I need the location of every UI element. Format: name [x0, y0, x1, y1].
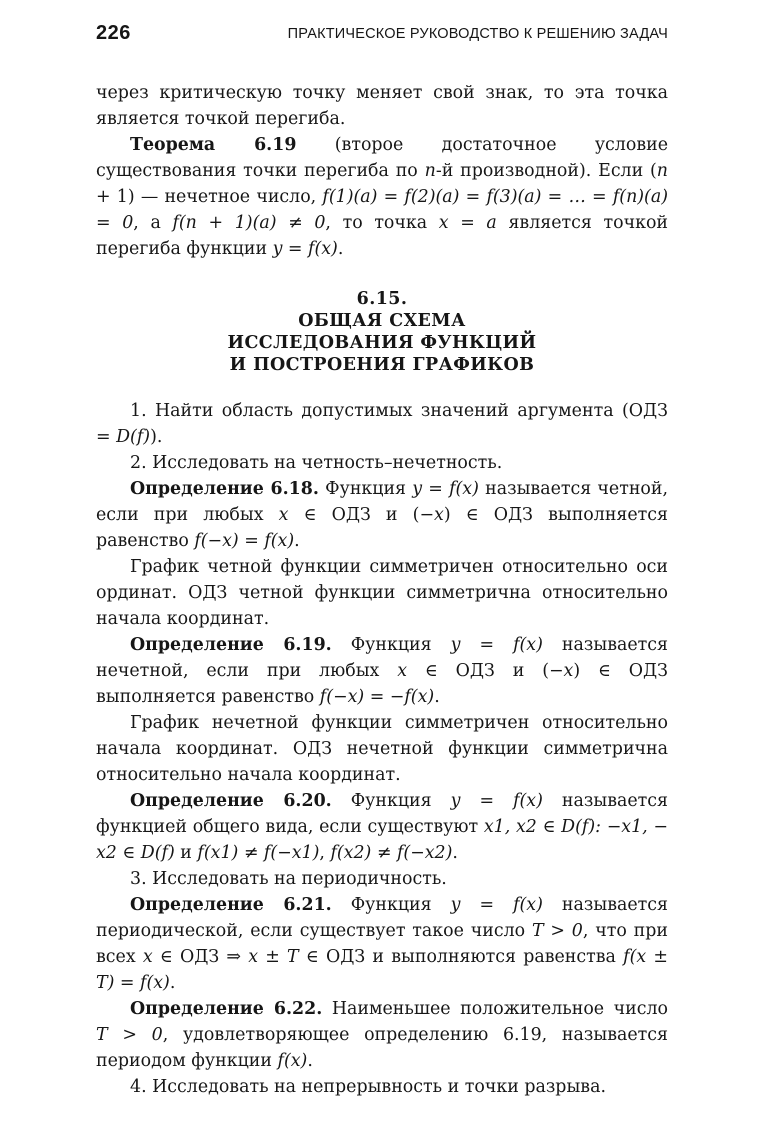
even-function-note: График четной функции симметричен относительно оси ординат. ОДЗ четной функции симметрична относительно начала координат.	[96, 557, 668, 629]
definition-text: и	[174, 843, 198, 863]
definition-text: .	[294, 531, 300, 551]
definition-text: .	[307, 1051, 313, 1071]
theorem-text: .	[337, 239, 344, 259]
math-n: n	[656, 161, 668, 181]
definition-text: ) ∈ ОДЗ выполняется равенство	[96, 661, 668, 707]
math-condition-2: f(x2) ≠ f(−x2)	[330, 843, 453, 863]
math-y-eq-fx: y = f(x)	[450, 635, 543, 655]
definition-6-22	[96, 996, 668, 1074]
intro-paragraph: через критическую точку меняет свой знак, то эта точка является точкой перегиба.	[96, 83, 668, 129]
definition-6-19	[96, 632, 668, 710]
section-number: 6.15.	[356, 289, 408, 309]
math-y-eq-fx: y = f(x)	[412, 479, 479, 499]
page-number: 226	[96, 22, 131, 44]
definition-text: , удовлетворяющее определению 6.19, называется периодом функции	[96, 1025, 668, 1071]
section-title-line-1: ОБЩАЯ СХЕМА	[298, 311, 466, 331]
definition-label: Определение 6.22.	[130, 999, 323, 1019]
math-y-eq-fx: y = f(x)	[450, 895, 543, 915]
definition-text: Функция	[331, 635, 451, 655]
math-y-eq-fx: y = f(x)	[450, 791, 543, 811]
math-x: x	[142, 947, 153, 967]
math-t-positive: T > 0	[531, 921, 583, 941]
definition-text: Наименьшее положительное число	[322, 999, 668, 1019]
definition-text: называется периодической, если существует такое число	[96, 895, 668, 941]
page-header	[96, 22, 668, 52]
definition-text: .	[452, 843, 458, 863]
step-text: ).	[150, 427, 163, 447]
definition-label: Определение 6.19.	[130, 635, 332, 655]
definition-label: Определение 6.18.	[130, 479, 319, 499]
theorem-text: является точкой перегиба функции	[96, 213, 669, 259]
theorem-6-19	[96, 132, 668, 262]
derivative-condition-nonzero: f(n + 1)(a) ≠ 0	[172, 213, 326, 233]
math-t-positive: T > 0	[96, 1025, 163, 1045]
definition-6-18	[96, 476, 668, 554]
theorem-text: , то точка	[325, 213, 439, 233]
definition-label: Определение 6.20.	[130, 791, 332, 811]
math-x1-x2: x1, x2 ∈ D(f): −x1, − x2 ∈ D(f)	[96, 817, 668, 863]
definition-text: .	[169, 973, 176, 993]
section-title-line-3: И ПОСТРОЕНИЯ ГРАФИКОВ	[229, 355, 535, 375]
step-1	[96, 398, 668, 450]
math-minus-x: −x	[419, 505, 444, 525]
section-title-line-2: ИССЛЕДОВАНИЯ ФУНКЦИЙ	[227, 333, 537, 353]
definition-text: Функция	[331, 895, 451, 915]
definition-text: ,	[319, 843, 331, 863]
math-even-equation: f(−x) = f(x)	[194, 531, 295, 551]
math-fx: f(x)	[277, 1051, 308, 1071]
odd-function-note: График нечетной функции симметричен относительно начала координат. ОДЗ нечетной функции симметрична относительно начала координат.	[96, 713, 668, 785]
theorem-text: , а	[133, 213, 173, 233]
definition-text: ∈ ОДЗ ⇒	[152, 947, 249, 967]
definition-text: называется нечетной, если при любых	[96, 635, 668, 681]
definition-text: ) ∈ ОДЗ выполняется равенство	[96, 505, 669, 551]
definition-text: ∈ ОДЗ и (	[288, 505, 420, 525]
math-condition-1: f(x1) ≠ f(−x1)	[197, 843, 320, 863]
math-y-eq-fx: y = f(x)	[272, 239, 338, 259]
step-2: 2. Исследовать на четность–нечетность.	[130, 453, 503, 473]
definition-text: Функция	[331, 791, 451, 811]
step-3: 3. Исследовать на периодичность.	[130, 869, 447, 889]
math-x-plus-minus-t: x ± T	[248, 947, 299, 967]
definition-text: , что при всех	[96, 921, 668, 967]
theorem-label: Теорема 6.19	[130, 135, 297, 155]
definition-text: ∈ ОДЗ и (	[407, 661, 549, 681]
definition-text: ∈ ОДЗ и выполняются равенства	[298, 947, 624, 967]
math-x: x	[278, 505, 289, 525]
definition-text: называется четной, если при любых	[96, 479, 668, 525]
math-periodic-equation: f(x ± T) = f(x)	[96, 947, 668, 993]
math-minus-x: −x	[548, 661, 574, 681]
definition-6-20	[96, 788, 668, 866]
step-text: 1. Найти область допустимых значений аргумента (ОДЗ =	[96, 401, 668, 447]
math-n: n	[424, 161, 436, 181]
math-df: D(f)	[116, 427, 151, 447]
math-x-eq-a: x = a	[438, 213, 497, 233]
definition-label: Определение 6.21.	[130, 895, 332, 915]
definition-text: называется функцией общего вида, если существуют	[96, 791, 668, 837]
running-head: ПРАКТИЧЕСКОЕ РУКОВОДСТВО К РЕШЕНИЮ ЗАДАЧ	[287, 26, 668, 42]
math-x: x	[397, 661, 408, 681]
theorem-text: + 1) — нечетное число,	[96, 187, 323, 207]
math-odd-equation: f(−x) = −f(x)	[319, 687, 435, 707]
definition-text: .	[434, 687, 440, 707]
derivative-condition: f(1)(a) = f(2)(a) = f(3)(a) = … = f(n)(a) = 0	[96, 187, 668, 233]
section-heading	[96, 288, 668, 376]
page-body	[96, 80, 668, 1100]
definition-text: Функция	[318, 479, 413, 499]
step-4: 4. Исследовать на непрерывность и точки разрыва.	[130, 1077, 606, 1097]
theorem-text: (второе достаточное условие существования точки перегиба по	[96, 135, 668, 181]
theorem-text: -й производной). Если (	[435, 161, 657, 181]
definition-6-21	[96, 892, 668, 996]
